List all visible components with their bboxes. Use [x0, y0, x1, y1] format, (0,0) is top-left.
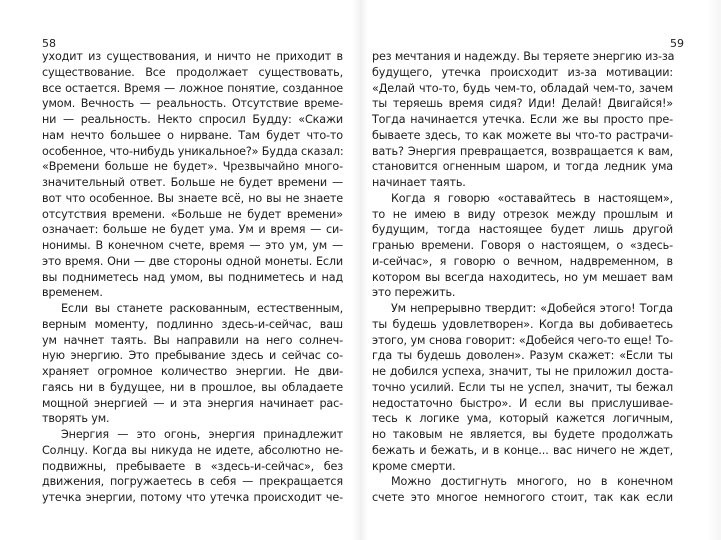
text-line: подвижны, пребываете в «здесь-и-сейчас», без: [42, 459, 343, 473]
text-line: ты теряешь время сидя? Иди! Делай! Двигайся!»: [372, 97, 673, 111]
text-line: и-сейчас», я говорю о вечном, надвременном, в: [372, 254, 673, 268]
text-line: тесь к логике ума, который кажется логичным,: [372, 412, 673, 426]
text-line: храняет огромное количество энергии. Не дви-: [42, 365, 343, 378]
text-line: ты будешь удовлетворен». Когда вы добиваетесь: [372, 317, 673, 331]
left-page: [0, 0, 360, 540]
page-number-right: 59: [670, 37, 684, 50]
text-line: вать? Энергия превращается, возвращается к вам,: [372, 144, 673, 158]
page-edge-shadow: [707, 0, 721, 540]
text-line: умом. Вечность — реальность. Отсутствие време-: [42, 97, 343, 111]
text-line: творять ум.: [42, 412, 110, 426]
text-line: гранью времени. Говоря о настоящем, о «здесь-: [372, 239, 673, 252]
text-line: рез мечтания и надежду. Вы теряете энергию из-за: [372, 50, 675, 63]
text-line: гда ты будешь доволен». Разум скажет: «Если ты: [372, 349, 673, 363]
text-line: будущего, утечка происходит из-за мотивации:: [372, 65, 673, 79]
text-line: отсутствия времени. «Больше не будет времени»: [42, 207, 343, 221]
text-line: мощной энергией — и эта энергия начинает рас-: [42, 396, 343, 410]
text-line: ни — реальность. Некто спросил Будду: «Скажи: [42, 113, 343, 126]
text-line: ную энергию. Это пребывание здесь и сейчас со-: [42, 349, 343, 363]
text-line: верным моменту, подлинно здесь-и-сейчас, ваш: [42, 317, 343, 331]
right-page-text: [372, 49, 673, 506]
book-gutter: [352, 0, 368, 540]
text-line: Солнцу. Когда вы никуда не идете, абсолютно не-: [42, 443, 343, 457]
text-line: недостаточно быстро». И если вы прислушивае-: [372, 396, 673, 410]
text-line: существование. Все продолжает существовать,: [42, 65, 343, 79]
text-line: точно усилий. Если ты не успел, значит, ты бежал: [372, 380, 673, 394]
text-line: ум начнет таять. Вы направили на него солнеч-: [42, 333, 343, 347]
text-line: временем.: [42, 286, 103, 300]
text-line: все остается. Время — ложное понятие, созданное: [42, 81, 343, 95]
text-line: этого, ум снова говорит: «Добейся чего-то еще! То-: [372, 333, 673, 347]
text-line: котором вы всегда находитесь, но ум мешает вам: [372, 270, 673, 284]
text-line: означает: больше не будет ума. Ум и время — си-: [42, 223, 343, 237]
text-line: Тогда начинается утечка. Если же вы просто пре-: [372, 113, 673, 126]
text-line: становится огненным шаром, и тогда ледник ума: [372, 160, 673, 174]
text-line: «Времени больше не будет». Чрезвычайно много-: [42, 160, 343, 174]
text-line: особенное, что-нибудь уникальное?» Будда сказал:: [42, 144, 344, 158]
text-line: это пережить.: [372, 286, 456, 300]
text-line: Если вы станете раскованным, естественным,: [61, 302, 343, 315]
text-line: Когда я говорю «оставайтесь в настоящем»,: [391, 191, 673, 205]
text-line: это время. Они — две стороны одной монеты. Если: [42, 254, 343, 268]
text-line: Энергия — это огонь, энергия принадлежит: [61, 428, 343, 441]
text-line: нам нечто большее о нирване. Там будет что-то: [42, 128, 343, 142]
text-line: кроме смерти.: [372, 459, 456, 473]
text-line: нонимы. В конечном счете, время — это ум, ум —: [42, 239, 343, 252]
text-line: значительный ответ. Больше не будет времени —: [42, 176, 343, 189]
text-line: гаясь ни в будущее, ни в прошлое, вы обладаете: [42, 380, 343, 394]
text-line: Ум непрерывно твердит: «Добейся этого! Тогда: [391, 302, 673, 315]
text-line: бываете здесь, то как можете вы что-то растрачи-: [372, 128, 673, 142]
text-line: уходит из существования, и ничто не приходит в: [42, 50, 343, 63]
left-page-text: [42, 49, 343, 506]
text-line: будущим, тогда настоящее будет лишь другой: [372, 223, 673, 237]
text-line: счете это многое немногого стоит, так как если: [372, 491, 673, 504]
page-number-left: 58: [42, 37, 56, 50]
text-line: вы подниметесь над умом, вы подниметесь и над: [42, 270, 343, 284]
text-line: но таковым не является, вы будете продолжать: [372, 428, 673, 441]
text-line: движения, погружаетесь в себя — прекращается: [42, 475, 343, 489]
text-line: «Делай что-то, будь чем-то, обладай чем-то, зачем: [372, 81, 673, 95]
text-line: Можно достигнуть многого, но в конечном: [391, 475, 673, 489]
text-line: утечка энергии, потому что утечка происходит че-: [42, 491, 343, 504]
text-line: не добился успеха, значит, ты не приложил доста-: [372, 365, 673, 378]
text-line: вот что особенное. Вы знаете всё, но вы не знаете: [42, 191, 343, 205]
text-line: то не имею в виду отрезок между прошлым и: [372, 207, 673, 221]
text-line: начинает таять.: [372, 176, 466, 189]
text-line: бежать и бежать, и в конце... вас ничего не ждет,: [372, 443, 673, 457]
